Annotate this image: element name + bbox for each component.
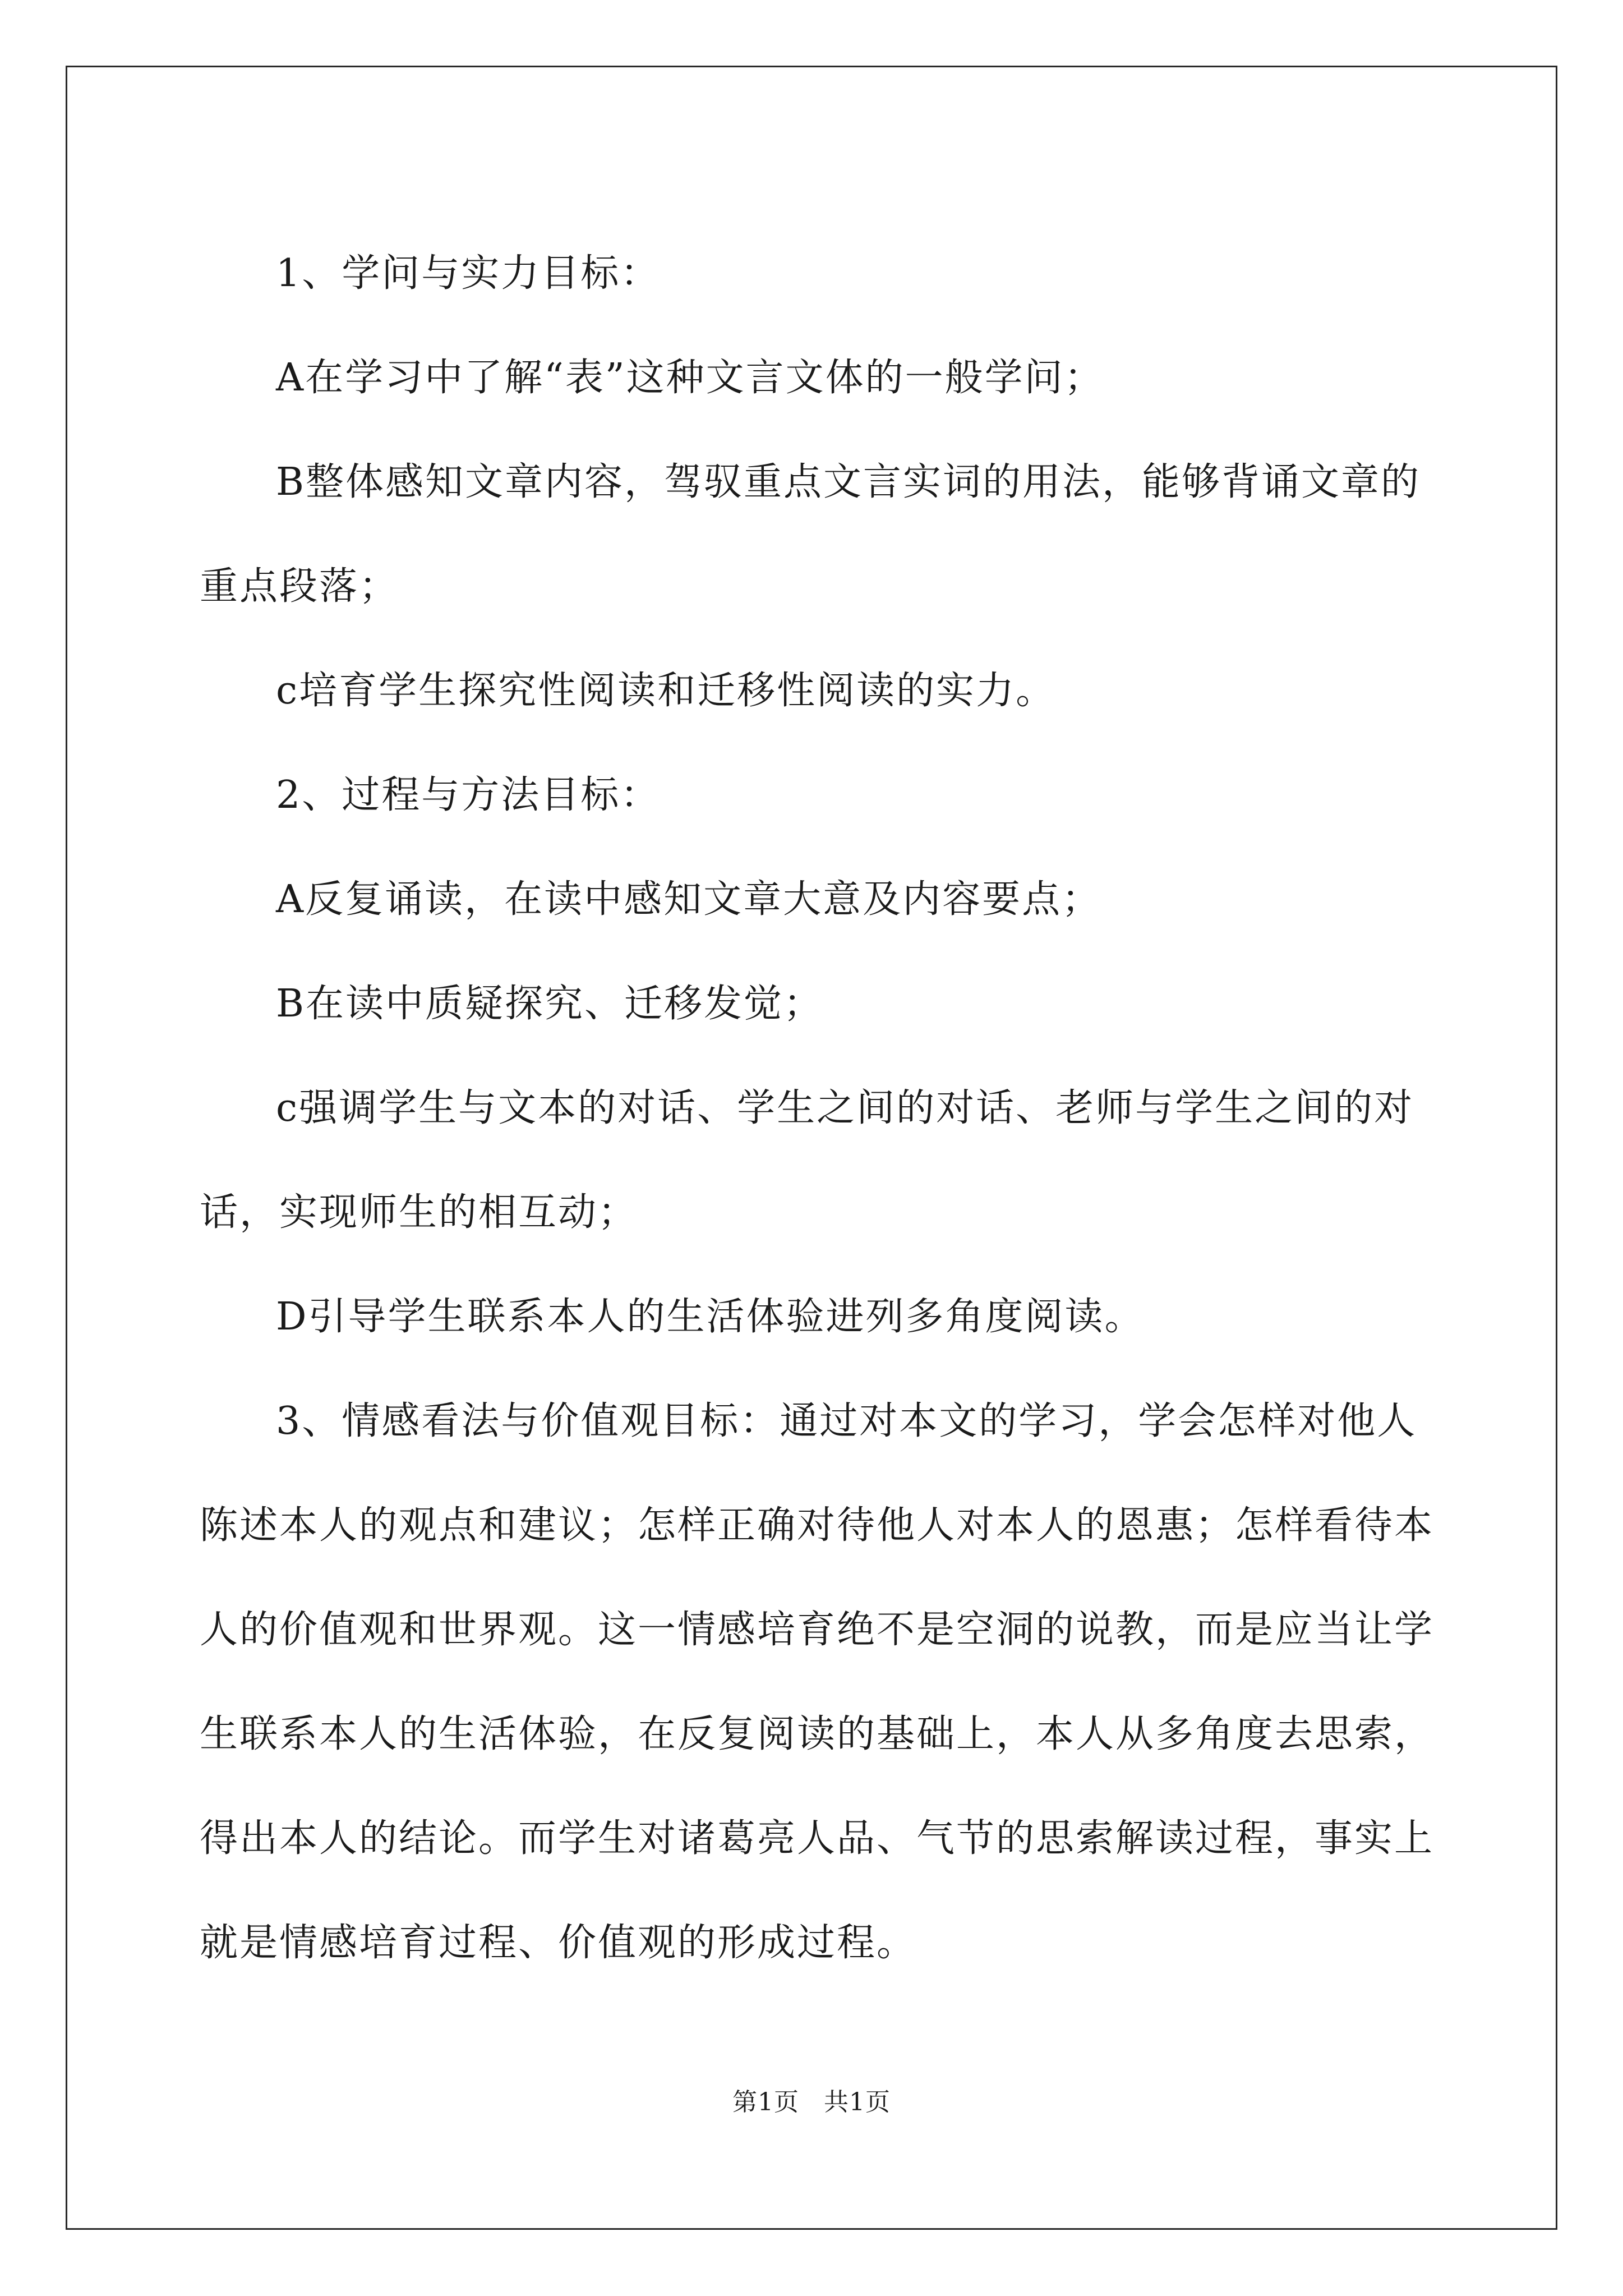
paragraph-process-d: D引导学生联系本人的生活体验进列多角度阅读。 <box>276 1295 1145 1339</box>
paragraph-emotion-goal: 3、情感看法与价值观目标：通过对本文的学习，学会怎样对他人陈述本人的观点和建议；怎样正确对待他人对本人的恩惠；怎样看待本人的价值观和世界观。这一情感培育绝不是空洞的说教，而是应当让学生联系本人的生活体验，在反复阅读的基础上，本人从多角度去思索，得出本人的结论。而学生对诸葛亮人品、气节的思索解读过程，事实上就是情感培育过程、价值观的形成过程。 <box>200 1399 1435 1965</box>
paragraph-knowledge-goal-heading: 1、学问与实力目标： <box>276 251 661 296</box>
paragraph-goal-c: c培育学生探究性阅读和迁移性阅读的实力。 <box>276 669 1056 713</box>
paragraph-process-b: B在读中质疑探究、迁移发觉； <box>276 982 823 1026</box>
paragraph-process-a: A反复诵读，在读中感知文章大意及内容要点； <box>276 877 1102 922</box>
page-number-total: 共1页 <box>824 2088 891 2116</box>
paragraph-process-c: c强调学生与文本的对话、学生之间的对话、老师与学生之间的对话，实现师生的相互动； <box>200 1086 1414 1235</box>
paragraph-goal-a: A在学习中了解“表”这种文言文体的一般学问； <box>276 356 1104 400</box>
page-footer <box>0 2086 1623 2119</box>
page-number-current: 第1页 <box>732 2088 799 2116</box>
paragraph-goal-b: B整体感知文章内容，驾驭重点文言实词的用法，能够背诵文章的重点段落； <box>200 460 1421 609</box>
document-body <box>200 222 1450 1995</box>
paragraph-process-goal-heading: 2、过程与方法目标： <box>276 773 661 817</box>
